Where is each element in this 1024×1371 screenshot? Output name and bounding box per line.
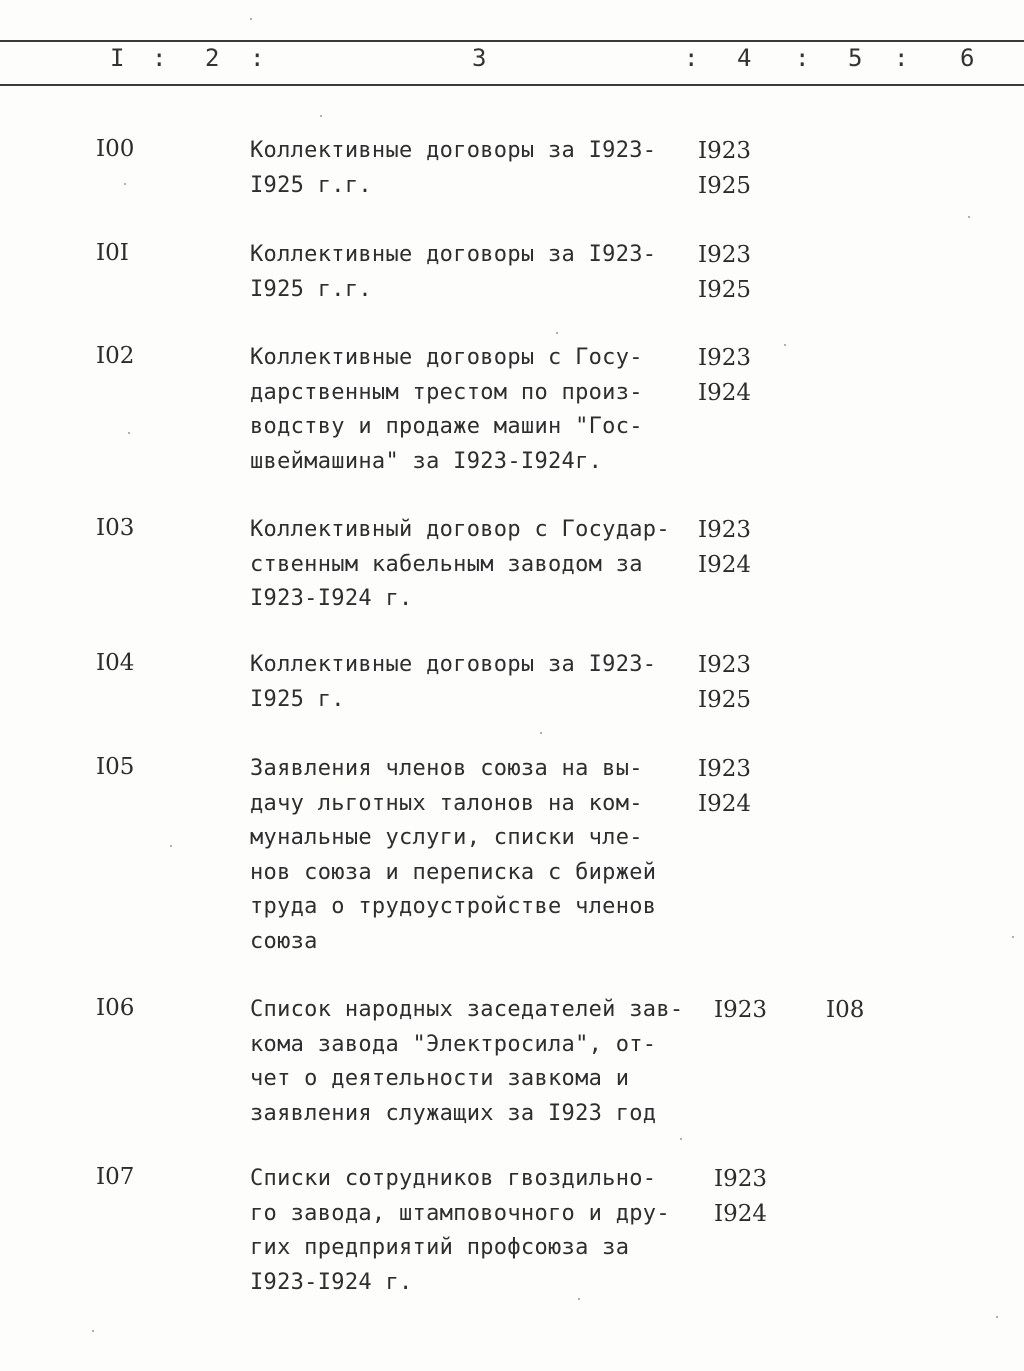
entry-dates xyxy=(698,752,751,821)
entry-title xyxy=(250,134,690,203)
title-line: I923-I924 г. xyxy=(250,586,413,611)
column-header-4: 4 xyxy=(737,44,752,72)
entry-number: I05 xyxy=(96,754,135,780)
title-line: кома завода "Электросила", от- xyxy=(250,1031,657,1057)
scan-speck xyxy=(128,432,130,434)
title-line: Заявления членов союза на вы- xyxy=(250,756,643,781)
title-line: Список народных заседателей зав- xyxy=(250,997,684,1022)
header-bottom-rule xyxy=(0,84,1024,86)
date-end: I924 xyxy=(698,551,751,578)
column-separator: : xyxy=(795,44,810,72)
title-line: I925 г.г. xyxy=(250,276,372,302)
scan-speck xyxy=(124,183,126,185)
entry-number: I03 xyxy=(96,515,135,541)
title-line: Коллективные договоры за I923- xyxy=(250,138,657,163)
date-start: I923 xyxy=(698,138,751,164)
entry-number: I0I xyxy=(96,240,129,266)
column-separator: : xyxy=(684,44,699,72)
title-line: I925 г. xyxy=(250,686,345,712)
date-end: I925 xyxy=(698,276,751,303)
title-line: го завода, штамповочного и дру- xyxy=(250,1200,670,1226)
title-line: труда о трудоустройстве членов xyxy=(250,894,657,919)
scan-speck xyxy=(784,344,786,346)
scan-speck xyxy=(92,1330,94,1332)
column-header-3: 3 xyxy=(472,44,487,72)
date-start: I923 xyxy=(698,517,751,543)
entry-number: I02 xyxy=(96,343,135,369)
date-start: I923 xyxy=(698,756,751,782)
scan-speck xyxy=(540,732,542,734)
entry-title xyxy=(250,238,690,307)
entry-dates xyxy=(714,1162,767,1231)
entry-title xyxy=(250,1162,690,1300)
title-line: заявления служащих за I923 год xyxy=(250,1100,657,1126)
scan-speck xyxy=(320,115,322,117)
scan-speck xyxy=(170,845,172,847)
entry-sheet-count: I08 xyxy=(826,997,865,1023)
scan-speck xyxy=(996,1316,998,1318)
entry-dates xyxy=(698,648,751,717)
title-line: I925 г.г. xyxy=(250,172,372,198)
entry-title xyxy=(250,752,690,959)
title-line: гих предприятий профсоюза за xyxy=(250,1235,630,1260)
title-line: Коллективный договор с Государ- xyxy=(250,517,670,542)
title-line: дарственным трестом по произ- xyxy=(250,379,643,405)
column-header-5: 5 xyxy=(848,44,863,72)
entry-title xyxy=(250,648,690,717)
title-line: I923-I924 г. xyxy=(250,1269,413,1295)
title-line: дачу льготных талонов на ком- xyxy=(250,790,643,816)
entry-number: I04 xyxy=(96,650,135,676)
title-line: Коллективные договоры за I923- xyxy=(250,242,657,267)
entry-title xyxy=(250,513,690,617)
column-header-2: 2 xyxy=(205,44,220,72)
column-header-1: I xyxy=(110,44,125,72)
scan-speck xyxy=(968,216,970,218)
scan-speck xyxy=(556,332,558,334)
date-end: I924 xyxy=(714,1200,767,1227)
entry-dates xyxy=(698,238,751,307)
title-line: Списки сотрудников гвоздильно- xyxy=(250,1166,657,1191)
column-separator: : xyxy=(152,44,167,72)
column-separator: : xyxy=(250,44,265,72)
scan-speck xyxy=(680,1138,682,1140)
scan-speck xyxy=(578,1298,580,1300)
entry-title xyxy=(250,993,690,1131)
title-line: союза xyxy=(250,928,318,954)
title-line: водству и продаже машин "Гос- xyxy=(250,414,643,439)
title-line: нов союза и переписка с биржей xyxy=(250,859,657,885)
date-end: I924 xyxy=(698,379,751,406)
header-top-rule xyxy=(0,40,1024,42)
entry-number: I06 xyxy=(96,995,135,1021)
title-line: чет о деятельности завкома и xyxy=(250,1066,630,1091)
date-end: I925 xyxy=(698,686,751,713)
title-line: Коллективные договоры с Госу- xyxy=(250,345,643,370)
entry-number: I07 xyxy=(96,1164,135,1190)
date-end: I924 xyxy=(698,790,751,817)
entry-dates xyxy=(698,513,751,582)
title-line: мунальные услуги, списки чле- xyxy=(250,825,643,850)
title-line: ственным кабельным заводом за xyxy=(250,551,643,577)
date-start: I923 xyxy=(698,242,751,268)
date-start: I923 xyxy=(698,652,751,678)
entry-dates xyxy=(698,134,751,203)
column-separator: : xyxy=(894,44,909,72)
entry-dates xyxy=(714,993,767,1028)
title-line: швеймашина" за I923-I924г. xyxy=(250,448,603,474)
date-start: I923 xyxy=(698,345,751,371)
entry-number: I00 xyxy=(96,136,135,162)
entry-dates xyxy=(698,341,751,410)
date-end: I925 xyxy=(698,172,751,199)
scan-speck xyxy=(1012,936,1014,938)
date-start: I923 xyxy=(714,997,767,1023)
scan-speck xyxy=(250,18,252,20)
column-header-6: 6 xyxy=(960,44,975,72)
date-start: I923 xyxy=(714,1166,767,1192)
title-line: Коллективные договоры за I923- xyxy=(250,652,657,677)
entry-title xyxy=(250,341,690,479)
